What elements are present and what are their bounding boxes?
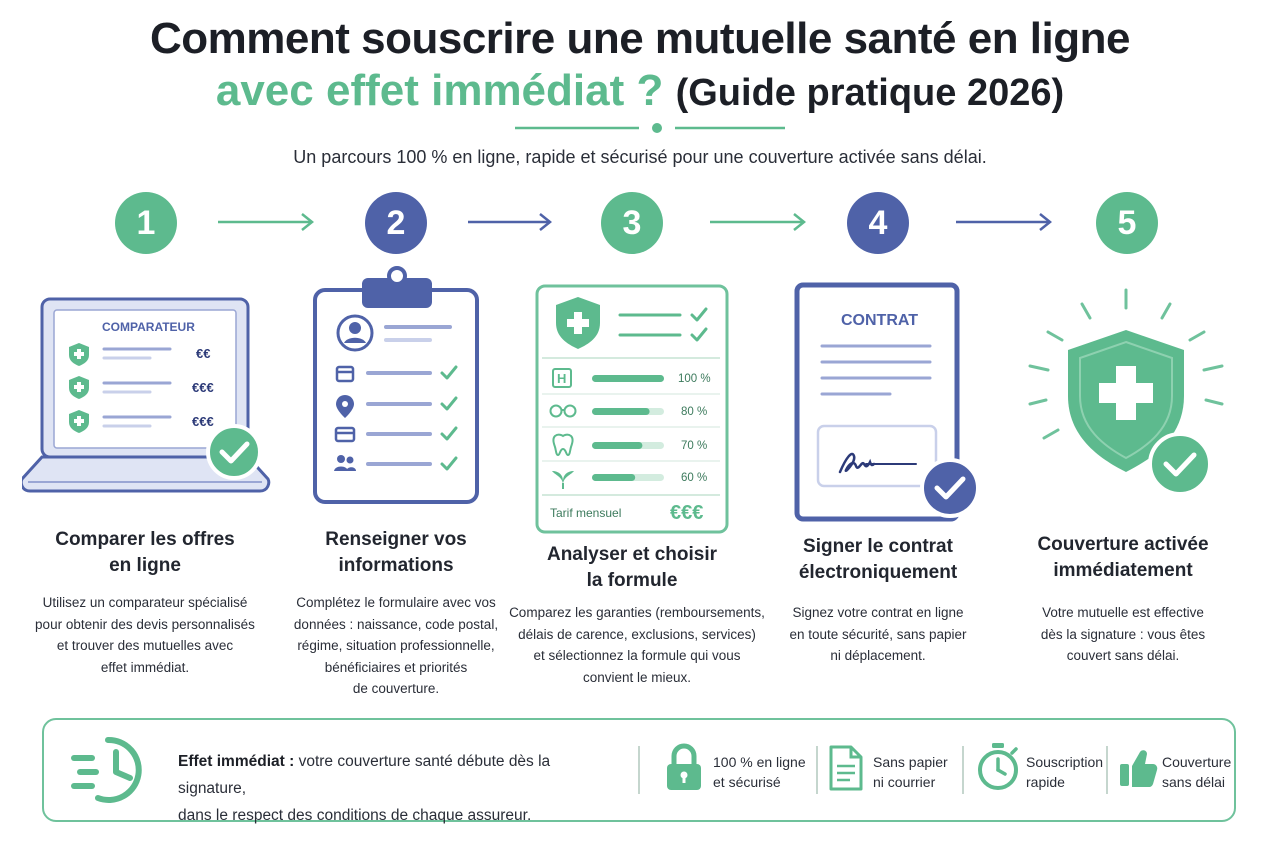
formula-level-label: 80 %: [681, 406, 708, 418]
arrow-icon: [954, 210, 1054, 234]
step-4-number: 4: [847, 192, 909, 254]
svg-text:H: H: [557, 371, 567, 386]
step-1-description: Utilisez un comparateur spécialisé pour obtenir des devis personnalisés et trouver des mutuelles avec effet immédiat.: [35, 595, 255, 675]
page-title: Comment souscrire une mutuelle santé en ligne: [150, 14, 1130, 63]
feature-quick-subscription: Souscription rapide: [1026, 754, 1104, 790]
clipboard-form-illustration: [310, 266, 482, 508]
step-3-number: 3: [601, 192, 663, 254]
comparator-price: €€€: [192, 414, 214, 429]
formula-level-label: 70 %: [681, 440, 708, 452]
formula-bar-fill: [592, 408, 650, 415]
tarif-label: Tarif mensuel: [550, 506, 622, 520]
check-badge-icon: [208, 426, 260, 478]
step-2-number: 2: [365, 192, 427, 254]
page-subtitle: Un parcours 100 % en ligne, rapide et sécurisé pour une couverture activée sans délai.: [293, 147, 987, 167]
step-1-number: 1: [115, 192, 177, 254]
document-icon: [828, 744, 864, 792]
comparator-label: COMPARATEUR: [102, 320, 195, 334]
check-badge-icon: [922, 460, 978, 516]
feature-paperless: Sans papier ni courrier: [873, 754, 948, 790]
laptop-comparator-illustration: [22, 296, 272, 500]
page-title-line2: [0, 66, 1280, 116]
step-4-title: Signer le contrat électroniquement: [798, 536, 958, 583]
comparator-price: €€€: [192, 380, 214, 395]
step-3-description: Comparez les garanties (remboursements, délais de carence, exclusions, services) et sélectionnez la formule qui vous convient le mieux.: [509, 605, 765, 685]
stopwatch-icon: [974, 740, 1022, 794]
formula-level-label: 60 %: [681, 472, 708, 484]
thumbs-up-icon: [1118, 746, 1158, 790]
step-5-title: Couverture activée immédiatement: [1037, 534, 1209, 581]
title-accent: avec effet immédiat ?: [215, 66, 664, 115]
arrow-icon: [216, 210, 316, 234]
title-year: (Guide pratique 2026): [675, 72, 1065, 114]
effet-immediat-text: Effet immédiat : votre couverture santé débute dès la signature, dans le respect des conditions de chaque assureur.: [178, 753, 551, 824]
arrow-icon: [708, 210, 808, 234]
lock-icon: [664, 742, 704, 792]
feature-no-delay: Couverture sans délai: [1162, 754, 1232, 790]
contract-illustration: [794, 282, 986, 522]
tarif-value: €€€: [670, 502, 704, 524]
title-divider: [515, 120, 785, 136]
step-2-title: Renseigner vos informations: [325, 529, 467, 576]
clock-icon: [70, 732, 154, 808]
divider: [638, 746, 640, 794]
step-2-description: Complétez le formulaire avec vos données : naissance, code postal, régime, situation professionnelle, bénéficiaires et priorités de couverture.: [293, 595, 499, 696]
formula-bar-fill: [592, 442, 642, 449]
formula-bar-fill: [592, 375, 664, 382]
contract-label: CONTRAT: [841, 312, 919, 329]
step-5-description: Votre mutuelle est effective dès la signature : vous êtes couvert sans délai.: [1040, 605, 1206, 663]
divider: [962, 746, 964, 794]
formula-bar-fill: [592, 474, 635, 481]
divider: [816, 746, 818, 794]
step-3-title: Analyser et choisir la formule: [546, 544, 718, 591]
formula-level-label: 100 %: [678, 373, 711, 385]
step-4-description: Signez votre contrat en ligne en toute sécurité, sans papier ni déplacement.: [789, 605, 967, 663]
coverage-shield-illustration: [1020, 286, 1232, 496]
formula-card-illustration: [534, 283, 730, 535]
comparator-price: €€: [196, 346, 211, 361]
step-5-number: 5: [1096, 192, 1158, 254]
arrow-icon: [466, 210, 554, 234]
step-1-title: Comparer les offres en ligne: [55, 529, 235, 576]
feature-online-secure: 100 % en ligne et sécurisé: [713, 754, 806, 790]
divider: [1106, 746, 1108, 794]
check-badge-icon: [1150, 434, 1210, 494]
